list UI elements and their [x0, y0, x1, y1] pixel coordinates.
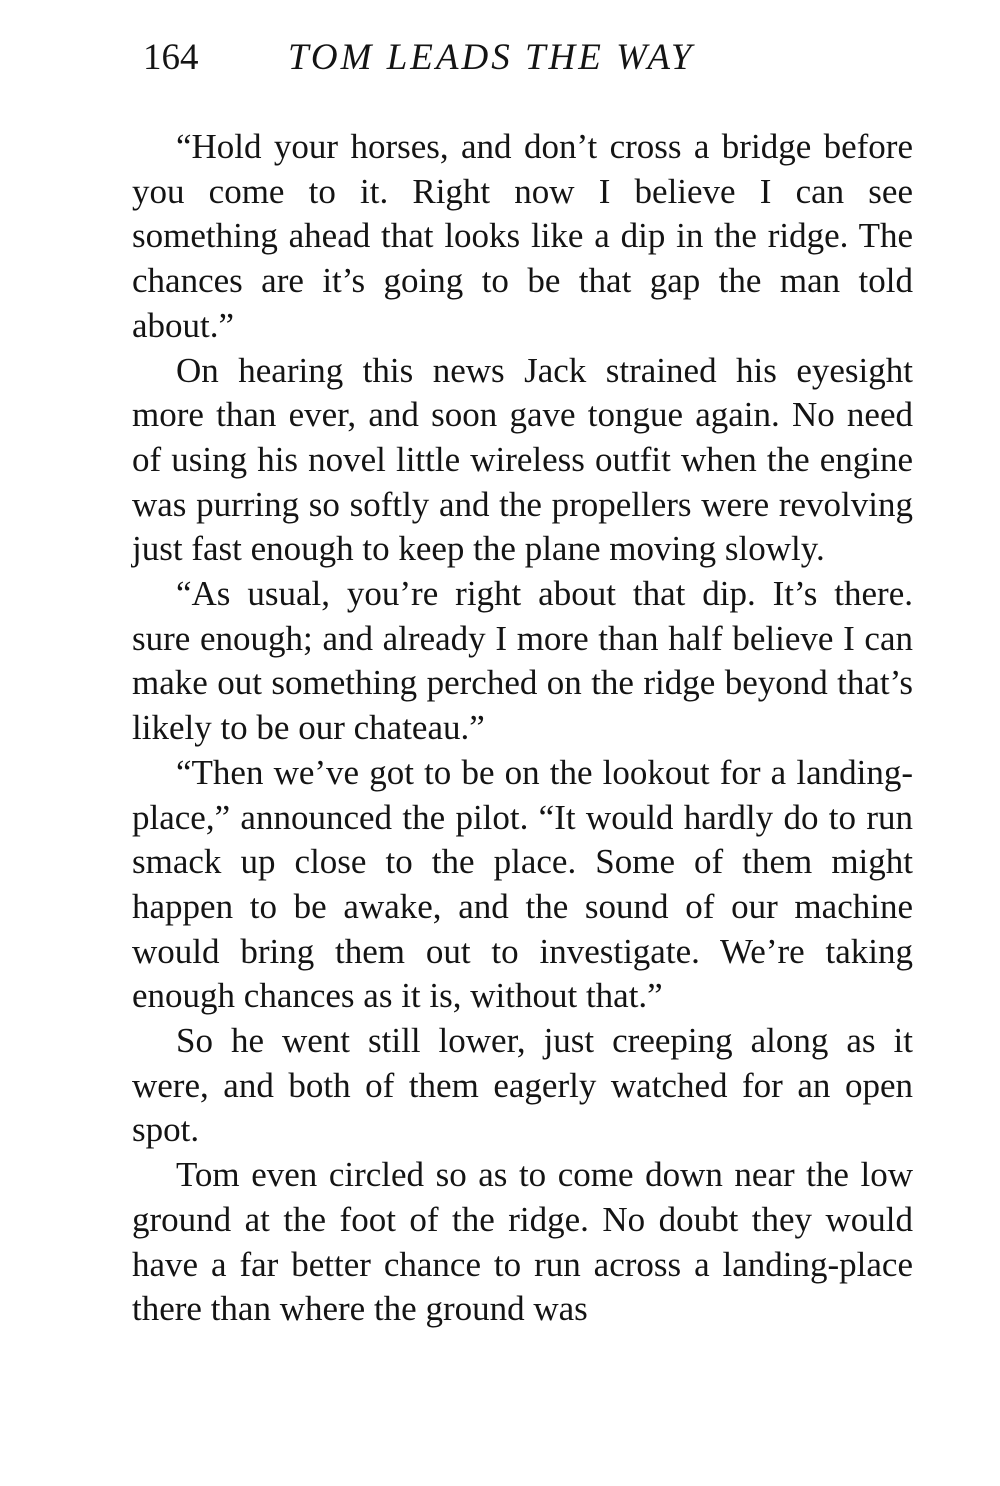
paragraph: On hearing this news Jack strained his eyesight more than ever, and soon gave tongue again. No need of using his novel little wireless outfit when the engine was purring so softly and the propellers were revolving just fast enough to keep the plane moving slowly. [132, 350, 913, 569]
paragraph: “Hold your horses, and don’t cross a bridge before you come to it. Right now I believe I can see something ahead that looks like a dip in the ridge. The chances are it’s going to be that gap the man told about.” [132, 127, 913, 345]
running-title: TOM LEADS THE WAY [288, 37, 695, 78]
paragraph: Tom even circled so as to come down near the low ground at the foot of the ridge. No doubt they would have a far better chance to run across a landing-place there than where the ground was [132, 1155, 913, 1329]
paragraph: So he went still lower, just creeping along as it were, and both of them eagerly watched for an open spot. [132, 1021, 913, 1150]
paragraph: “As usual, you’re right about that dip. It’s there. sure enough; and already I more than half believe I can make out something perched on the ridge beyond that’s likely to be our chateau.” [132, 574, 913, 748]
paragraph: “Then we’ve got to be on the lookout for a landing-place,” announced the pilot. “It would hardly do to run smack up close to the place. Some of them might happen to be awake, and the sound of our machine would bring them out to investigate. We’re taking enough chances as it is, without that.” [132, 752, 913, 1016]
page-number: 164 [143, 37, 199, 78]
body-text [132, 125, 913, 1332]
running-head [143, 30, 843, 86]
